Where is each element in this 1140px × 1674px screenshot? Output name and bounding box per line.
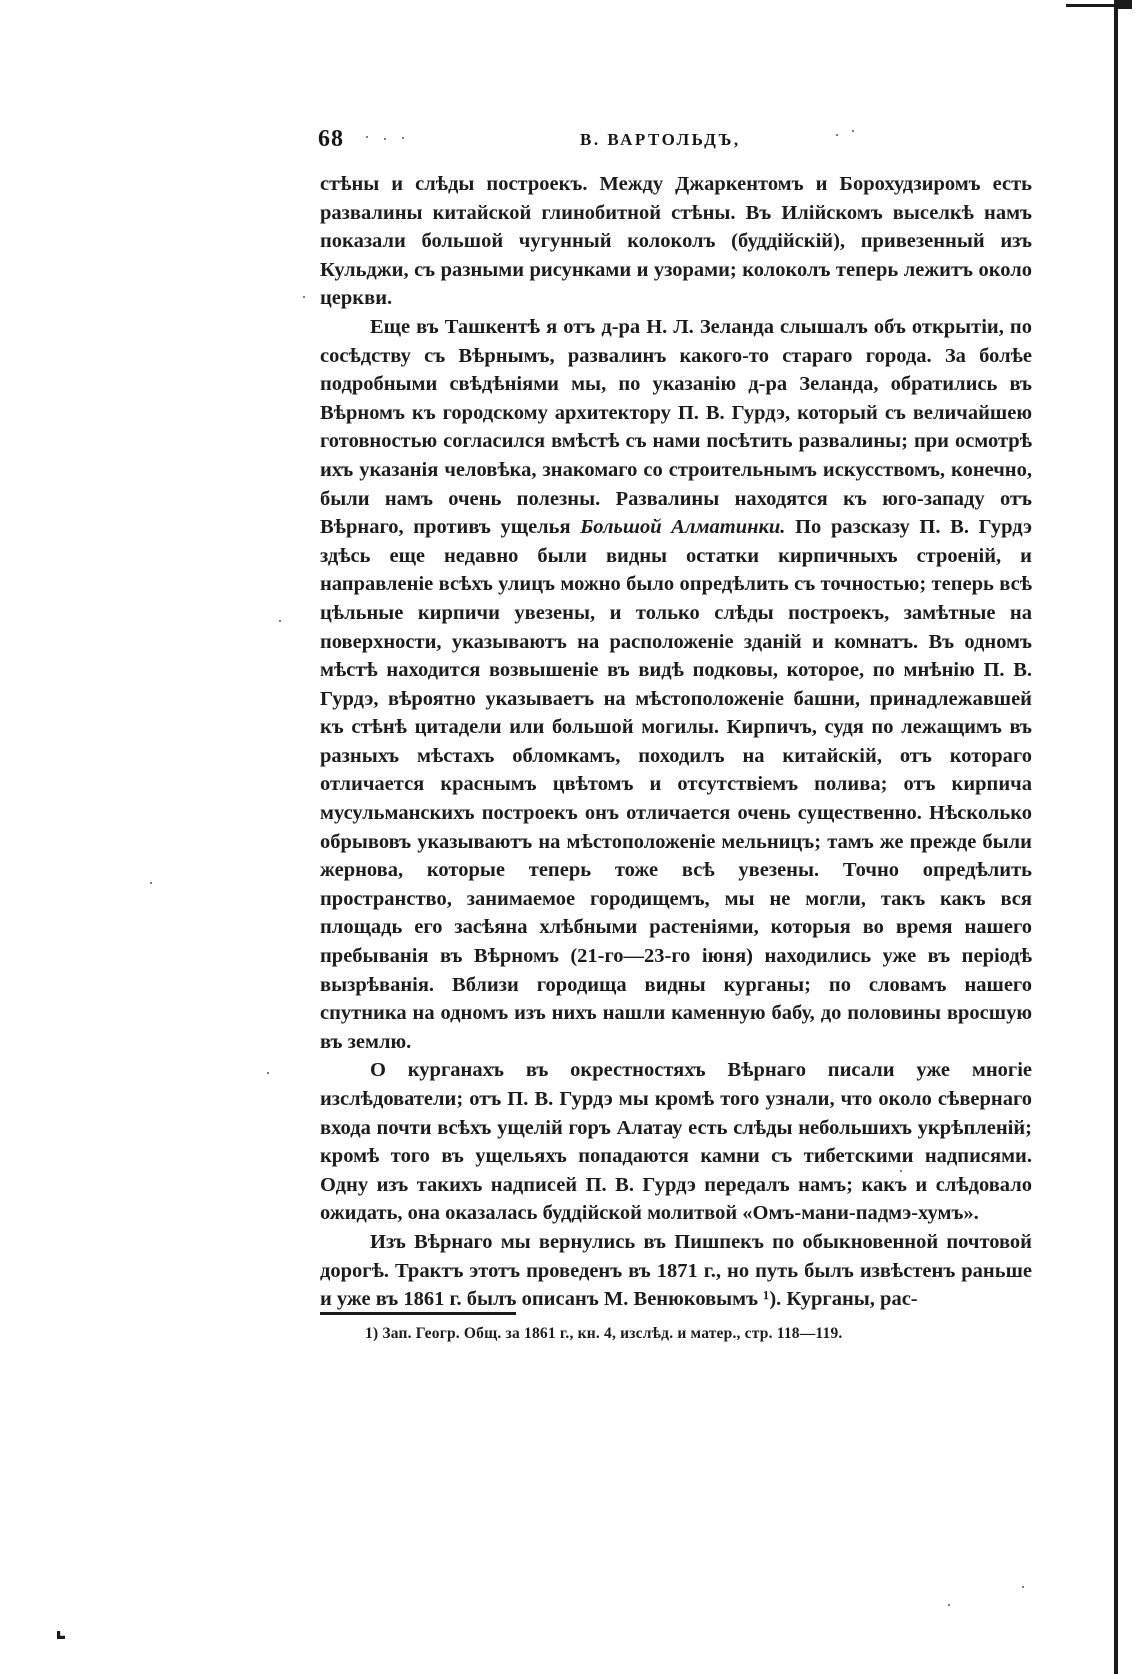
paragraph-1-text: стѣны и слѣды построекъ. Между Джаркентомъ и Борохудзиромъ есть развалины китайской глинобитной стѣны. Въ Илійскомъ выселкѣ намъ показали большой чугунный колоколъ (буддійскій), привезенный изъ Кульджи, съ разными рисунками и узорами; колоколъ теперь лежитъ около церкви. [320, 173, 1032, 310]
footnote-rule [320, 1312, 516, 1315]
running-head: В. ВАРТОЛЬДЪ, [580, 130, 741, 149]
paragraph-4 [320, 1228, 1032, 1314]
footnote: 1) Зап. Геогр. Общ. за 1861 г., кн. 4, изслѣд. и матер., стр. 118—119. [365, 1325, 843, 1342]
page-binding-edge [1114, 0, 1140, 1674]
body-text [320, 170, 1032, 1314]
paragraph-3 [320, 1056, 1032, 1228]
paragraph-2-italic-place-name: Большой Алматинки. [580, 516, 786, 539]
paragraph-2-text-end: По разсказу П. В. Гурдэ здѣсь еще недавно были видны остатки кирпичныхъ строеній, и направленіе всѣхъ улицъ можно было опредѣлить съ точностью; теперь всѣ цѣльные кирпичи увезены, и только слѣды построекъ, замѣтные на поверхности, указываютъ на расположеніе зданій и комнатъ. Въ одномъ мѣстѣ находится возвышеніе въ видѣ подковы, которое, по мнѣнію П. В. Гурдэ, вѣроятно указываетъ на мѣстоположеніе башни, принадлежавшей къ стѣнѣ цитадели или большой могилы. Кирпичъ, судя по лежащимъ въ разныхъ мѣстахъ обломкамъ, походилъ на китайскій, отъ котораго отличается краснымъ цвѣтомъ и отсутствіемъ полива; отъ кирпича мусульманскихъ построекъ онъ отличается очень существенно. Нѣсколько обрывовъ указываютъ на мѣстоположеніе мельницъ; тамъ же прежде были жернова, которые теперь тоже всѣ увезены. Точно опредѣлить пространство, занимаемое городищемъ, мы не могли, такъ какъ вся площадь его засѣяна хлѣбными растеніями, которыя во время нашего пребыванія въ Вѣрномъ (21-го—23-го іюня) находились уже въ періодѣ вызрѣванія. Вблизи городища видны курганы; по словамъ нашего спутника на одномъ изъ нихъ нашли каменную бабу, до половины вросшую въ землю. [320, 516, 1032, 1053]
paragraph-3-text: О курганахъ въ окрестностяхъ Вѣрнаго писали уже многіе изслѣдователи; отъ П. В. Гурдэ мы кромѣ того узнали, что около сѣвернаго входа почти всѣхъ ущелій горъ Алатау есть слѣды небольшихъ укрѣпленій; кромѣ того въ ущельяхъ попадаются камни съ тибетскими надписями. Одну изъ такихъ надписей П. В. Гурдэ передалъ намъ; какъ и слѣдовало ожидать, она оказалась буддійской молитвой «Омъ-мани-падмэ-хумъ». [320, 1059, 1032, 1225]
scan-corner-mark [57, 1631, 65, 1639]
paragraph-2 [320, 313, 1032, 1056]
paragraph-2-text-start: Еще въ Ташкентѣ я отъ д-ра Н. Л. Зеланда слышалъ объ открытіи, по сосѣдству съ Вѣрнымъ, развалинъ какого-то стараго города. За болѣе подробными свѣдѣніями мы, по указанію д-ра Зеланда, обратились въ Вѣрномъ къ городскому архитектору П. В. Гурдэ, который съ величайшею готовностью согласился вмѣстѣ съ нами посѣтить развалины; при осмотрѣ ихъ указанія человѣка, знакомаго со строительнымъ искусствомъ, конечно, были намъ очень полезны. Развалины находятся къ юго-западу отъ Вѣрнаго, противъ ущелья [320, 315, 1032, 539]
page-header [318, 126, 1028, 158]
paragraph-1 [320, 170, 1032, 313]
paragraph-4-text: Изъ Вѣрнаго мы вернулись въ Пишпекъ по обыкновенной почтовой дорогѣ. Трактъ этотъ проведенъ въ 1871 г., но путь былъ извѣстенъ раньше и уже въ 1861 г. былъ описанъ М. Венюковымъ ¹). Курганы, рас- [320, 1230, 1032, 1311]
page-number: 68 [318, 126, 344, 152]
page-edge-corner [1066, 4, 1114, 7]
